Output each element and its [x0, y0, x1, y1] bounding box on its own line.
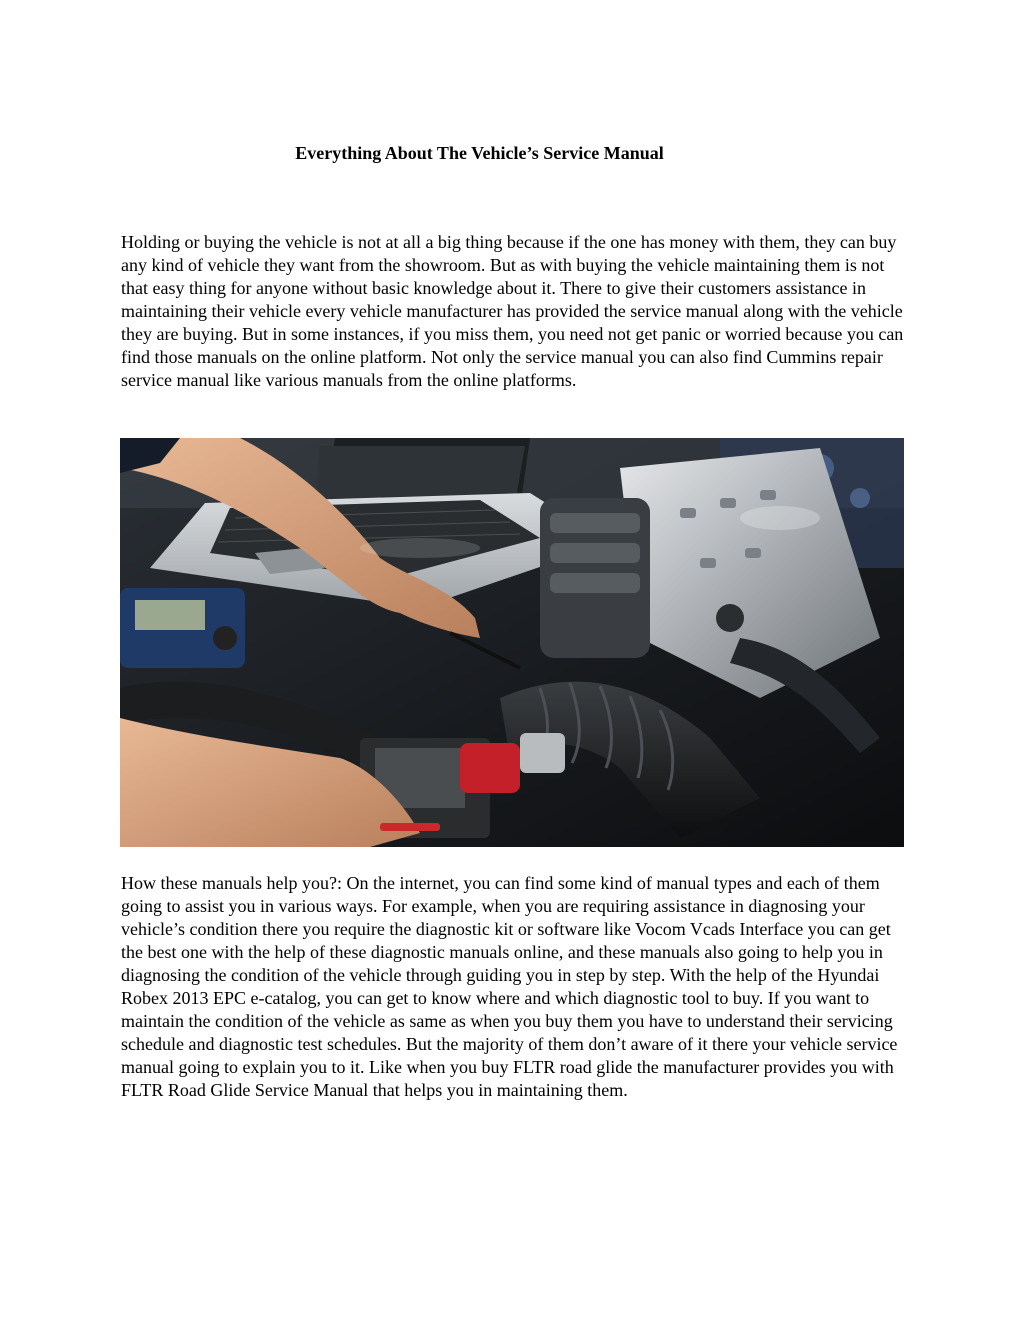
intro-paragraph: Holding or buying the vehicle is not at all a big thing because if the one has money with them, they can buy any kind of vehicle they want from the showroom. But as with buying the vehicle maintaining them is not that easy thing for anyone without basic knowledge about it. There to give their customers assistance in maintaining their vehicle every vehicle manufacturer has provided the service manual along with the vehicle they are buying. But in some instances, if you miss them, you need not get panic or worried because you can find those manuals on the online platform. Not only the service manual you can also find Cummins repair service manual like various manuals from the online platforms. [121, 232, 904, 390]
engine-photo [120, 438, 904, 847]
document-title: Everything About The Vehicle’s Service Manual [295, 143, 664, 163]
body-paragraph: How these manuals help you?: On the internet, you can find some kind of manual types and each of them going to assist you in various ways. For example, when you are requiring assistance in diagnosing your vehicle’s condition there you require the diagnostic kit or software like Vocom Vcads Interface you can get the best one with the help of these diagnostic manuals online, and these manuals also going to help you in diagnosing the condition of the vehicle through guiding you in step by step. With the help of the Hyundai Robex 2013 EPC e-catalog, you can get to know where and which diagnostic tool to buy. If you want to maintain the condition of the vehicle as same as when you buy them you have to understand their servicing schedule and diagnostic test schedules. But the majority of them don’t aware of it there your vehicle service manual going to explain you to it. Like when you buy FLTR road glide the manufacturer provides you with FLTR Road Glide Service Manual that helps you in maintaining them. [121, 873, 898, 1100]
